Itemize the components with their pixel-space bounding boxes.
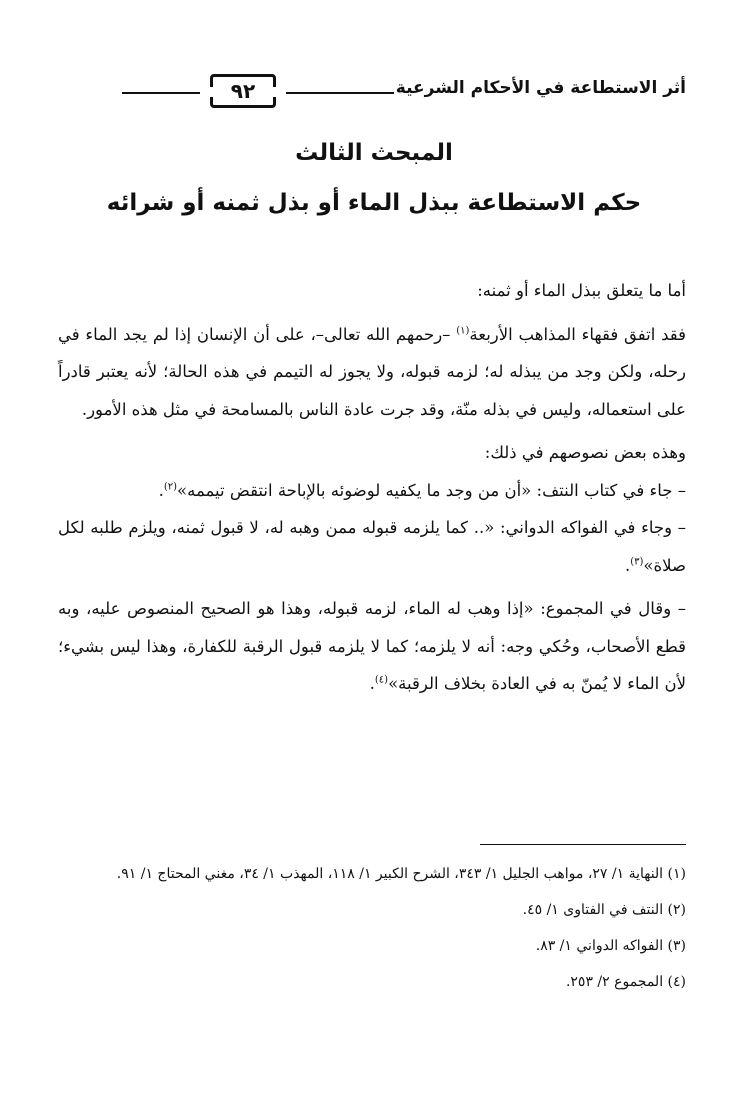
quote-nutaf (58, 472, 686, 510)
footnote-separator (480, 844, 686, 845)
intro-paragraph: أما ما يتعلق ببذل الماء أو ثمنه: (477, 281, 686, 300)
quote-text: – وقال في المجموع: «إذا وهب له الماء، لزمه قبوله، وهذا هو الصحيح المنصوص عليه، وبه قطع الأصحاب، وحُكي وجه: أنه لا يلزمه؛ كما لا يلزمه قبول الرقبة للكفارة، وهذا ليس بشيء؛ لأن الماء لا يُمنّ به في العادة بخلاف الرقبة» (58, 599, 686, 693)
paragraph-texts-intro: وهذه بعض نصوصهم في ذلك: (484, 443, 686, 462)
footnote-item: (١) النهاية ١/ ٢٧، مواهب الجليل ١/ ٣٤٣، الشرح الكبير ١/ ١١٨، المهذب ١/ ٣٤، مغني المحتاج ١/ ٩١. (116, 866, 686, 882)
section-heading: المبحث الثالث (295, 140, 453, 166)
quote-fawakih (58, 509, 686, 584)
running-title: أثر الاستطاعة في الأحكام الشرعية (395, 78, 686, 98)
footnote-item: (٣) الفواكه الدواني ١/ ٨٣. (535, 938, 686, 954)
page-number: ٩٢ (230, 79, 256, 103)
footnote-ref-3[interactable]: (٣) (630, 556, 644, 567)
page-number-frame (210, 74, 276, 108)
header-rule-left (122, 92, 200, 94)
footnote-ref-4[interactable]: (٤) (374, 674, 389, 686)
quote-end: . (624, 555, 631, 575)
main-text (58, 272, 686, 703)
paragraph-agreement (58, 316, 686, 429)
quote-text: – جاء في كتاب النتف: «أن من وجد ما يكفيه لوضوئه بالإباحة انتقض تيممه» (177, 480, 686, 500)
paragraph-text: فقد اتفق فقهاء المذاهب الأربعة (469, 324, 686, 344)
quote-text: – وجاء في الفواكه الدواني: «.. كما يلزمه قبوله ممن وهبه له، لا قبول ثمنه، ويلزم طلبه لكل صلاة» (58, 518, 686, 575)
running-header (58, 74, 686, 114)
quote-end: . (369, 674, 375, 693)
section-title: حكم الاستطاعة ببذل الماء أو بذل ثمنه أو شرائه (106, 190, 642, 216)
header-rule-right (286, 92, 394, 94)
footnotes (58, 856, 686, 1000)
footnote-ref-2[interactable]: (٢) (163, 481, 178, 492)
footnote-item: (٢) النتف في الفتاوى ١/ ٤٥. (522, 902, 686, 918)
quote-majmu (58, 590, 686, 703)
footnote-item: (٤) المجموع ٢/ ٢٥٣. (565, 974, 686, 990)
quote-end: . (158, 480, 164, 500)
paragraph-text: –رحمهم الله تعالى–، على أن الإنسان إذا لم يجد الماء في رحله، ولكن وجد من يبذله له؛ لزمه قبوله، ولا يجوز له التيمم في هذه الحالة؛ لأنه يعتبر قادراً على استعماله، وليس في بذله منّة، وقد جرت عادة الناس بالمسامحة في مثل هذه الأمور. (58, 324, 686, 419)
footnote-ref-1[interactable]: (١) (456, 325, 470, 336)
